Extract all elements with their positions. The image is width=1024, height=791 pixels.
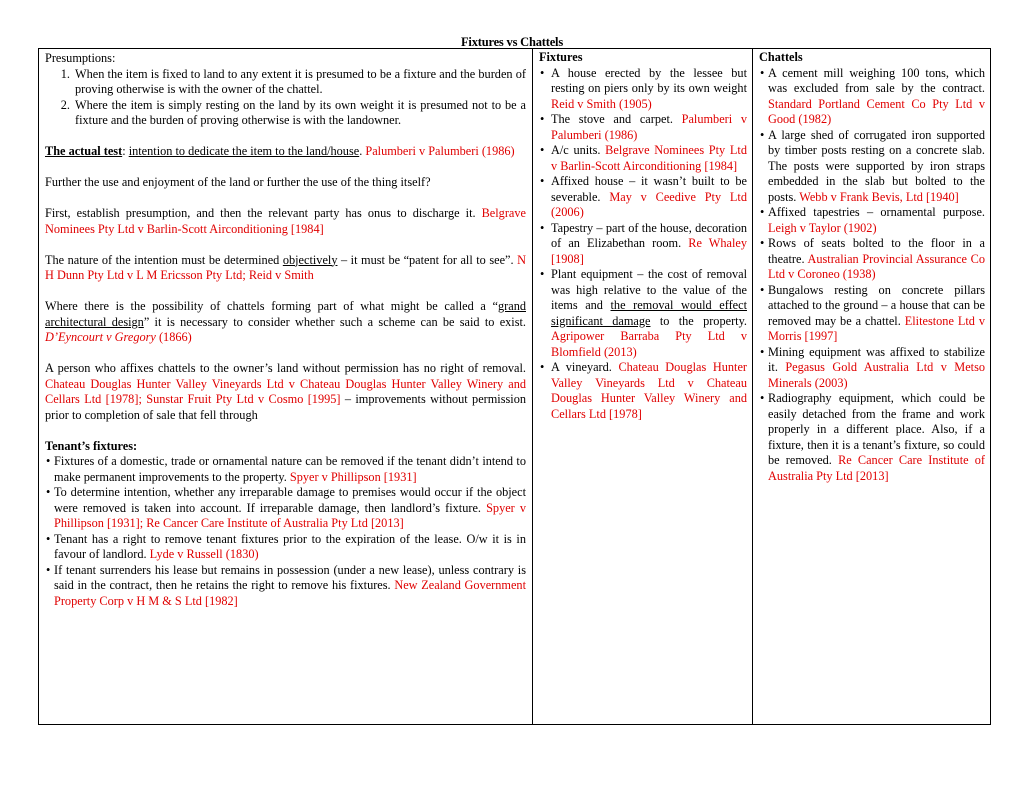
case-citation: Standard Portland Cement Co Pty Ltd v Good (1982) (768, 96, 985, 126)
design-paragraph: Where there is the possibility of chattels forming part of what might be called a “grand architectural design” it is necessary to consider whether such a scheme can be said to exist. D’Eyncourt v Gregory (1866) (45, 299, 526, 344)
list-item: • Mining equipment was affixed to stabilize it. Pegasus Gold Australia Ltd v Metso Minerals (2003) (768, 345, 985, 392)
list-item: • Affixed house – it wasn’t built to be severable. May v Ceedive Pty Ltd (2006) (551, 174, 747, 221)
case-citation: New Zealand Government Property Corp v H M & S Ltd [1982] (54, 578, 527, 608)
case-citation: Belgrave Nominees Pty Ltd v Barlin-Scott Airconditioning [1984] (45, 206, 526, 236)
list-item: • A vineyard. Chateau Douglas Hunter Valley Vineyards Ltd v Chateau Douglas Hunter Valley Winery and Cellars Ltd [1978] (551, 360, 747, 422)
list-item: • Bungalows resting on concrete pillars attached to the ground – a house that can be removed may be a chattel. Elitestone Ltd v Morris [1997] (768, 283, 985, 345)
fixtures-list (539, 66, 747, 423)
case-citation: Elitestone Ltd v Morris [1997] (768, 313, 985, 343)
list-item: • Affixed tapestries – ornamental purpose. Leigh v Taylor (1902) (768, 205, 985, 236)
presumption-item: 1. When the item is fixed to land to any extent it is presumed to be a fixture and the burden of proving otherwise is with the owner of the chattel. (73, 67, 526, 98)
list-item: • A cement mill weighing 100 tons, which was excluded from sale by the contract. Standard Portland Cement Co Pty Ltd v Good (1982) (768, 66, 985, 128)
case-citation: N H Dunn Pty Ltd v L M Ericsson Pty Ltd (45, 252, 526, 282)
presumptions-list (45, 67, 526, 129)
case-citation: Re Cancer Care Institute of Australia Pty Ltd [2013] (768, 453, 985, 483)
presumptions-heading: Presumptions: (45, 51, 116, 65)
list-item: • Plant equipment – the cost of removal was high relative to the value of the items and the removal would effect significant damage to the property. Agripower Barraba Pty Ltd v Blomfield (2013) (551, 267, 747, 360)
case-citation: Belgrave Nominees Pty Ltd v Barlin-Scott Airconditioning [1984] (551, 143, 747, 173)
actual-test-label: The actual test (45, 144, 123, 158)
page-title: Fixtures vs Chattels (460, 35, 563, 49)
chattels-column (753, 49, 990, 724)
list-item: • To determine intention, whether any irreparable damage to premises would occur if the object were removed is taken into account. If irreparable damage, then landlord’s fixture. Spyer v Phillipson [1931]; Re Cancer Care Institute of Australia Pty Ltd [2013] (54, 485, 526, 532)
actual-test-definition: intention to dedicate the item to the land/house (128, 144, 360, 158)
list-item: • The stove and carpet. Palumberi v Palumberi (1986) (551, 112, 747, 143)
case-citation: Palumberi v Palumberi (1986) (365, 144, 515, 158)
case-citation: Sunstar Fruit Pty Ltd v Cosmo [1995] (146, 392, 341, 406)
chattels-list (759, 66, 985, 485)
case-citation: Chateau Douglas Hunter Valley Vineyards Ltd v Chateau Douglas Hunter Valley Winery and Cellars Ltd [1978] (45, 376, 526, 406)
list-item: • Radiography equipment, which could be easily detached from the frame and work properly in a different place. Also, if a fixture, then it is a tenant’s fixture, so could be removed. Re Cancer Care Institute of Australia Pty Ltd [2013] (768, 391, 985, 484)
case-citation: Pegasus Gold Australia Ltd v Metso Minerals (2003) (768, 360, 985, 390)
tenant-fixtures-heading: Tenant’s fixtures: (45, 438, 138, 453)
fixtures-column (533, 49, 753, 724)
removal-paragraph: A person who affixes chattels to the owner’s land without permission has no right of removal. Chateau Douglas Hunter Valley Vineyards Ltd v Chateau Douglas Hunter Valley Winery and Cellars Ltd [1978]; Sunstar Fruit Pty Ltd v Cosmo [1995] – improvements without permission prior to completion of sale that fell through (45, 361, 527, 422)
list-item: • Tapestry – part of the house, decoration of an Elizabethan room. Re Whaley [1908] (551, 221, 747, 268)
nature-paragraph: The nature of the intention must be determined objectively – it must be “patent for all to see”. N H Dunn Pty Ltd v L M Ericsson Pty Ltd; Reid v Smith (45, 252, 526, 282)
case-citation: D’Eyncourt v Gregory (45, 330, 156, 344)
case-citation: Lyde v Russell (1830) (149, 547, 259, 561)
case-citation: Spyer v Phillipson [1931] (289, 469, 417, 484)
case-citation: May v Ceedive Pty Ltd (2006) (551, 189, 747, 219)
list-item: • A house erected by the lessee but resting on piers only by its own weight Reid v Smith (1905) (551, 66, 747, 113)
list-item: • A large shed of corrugated iron supported by timber posts resting on a concrete slab. The posts were supported by iron straps embedded in the slab but bolted to the posts. Webb v Frank Bevis, Ltd [1940] (768, 128, 985, 206)
first-paragraph: First, establish presumption, and then the relevant party has onus to discharge it. Belgrave Nominees Pty Ltd v Barlin-Scott Airconditioning [1984] (45, 206, 526, 236)
list-item: • A/c units. Belgrave Nominees Pty Ltd v Barlin-Scott Airconditioning [1984] (551, 143, 747, 174)
case-citation: Webb v Frank Bevis, Ltd [1940] (799, 189, 959, 204)
actual-test-paragraph: The actual test: intention to dedicate the item to the land/house. Palumberi v Palumberi (1986) (45, 144, 515, 158)
further-paragraph: Further the use and enjoyment of the land or further the use of the thing itself? (45, 175, 431, 189)
case-citation: Agripower Barraba Pty Ltd v Blomfield (2013) (551, 329, 747, 359)
list-item: • Rows of seats bolted to the floor in a theatre. Australian Provincial Assurance Co Ltd v Coroneo (1938) (768, 236, 985, 283)
list-item: • Fixtures of a domestic, trade or ornamental nature can be removed if the tenant didn’t intend to make permanent improvements to the property. Spyer v Phillipson [1931] (54, 454, 526, 485)
case-citation: Palumberi v Palumberi (1986) (551, 112, 747, 142)
case-citation: Leigh v Taylor (1902) (768, 220, 877, 235)
list-item: • If tenant surrenders his lease but remains in possession (under a new lease), unless contrary is said in the contract, then he retains the right to remove his fixtures. New Zealand Government Property Corp v H M & S Ltd [1982] (54, 563, 526, 610)
case-citation: Re Whaley [1908] (551, 236, 748, 266)
tenant-fixtures-list (45, 454, 526, 609)
fixtures-heading: Fixtures (539, 50, 583, 64)
case-citation: Chateau Douglas Hunter Valley Vineyards Ltd v Chateau Douglas Hunter Valley Winery and Cellars Ltd [1978] (551, 360, 747, 421)
case-citation: Reid v Smith (248, 268, 314, 282)
fixtures-chattels-table (38, 48, 991, 725)
case-citation: Australian Provincial Assurance Co Ltd v Coroneo (1938) (768, 251, 985, 281)
case-citation: Spyer v Phillipson [1931]; Re Cancer Care Institute of Australia Pty Ltd [2013] (54, 500, 526, 530)
chattels-heading: Chattels (759, 50, 803, 64)
list-item: • Tenant has a right to remove tenant fixtures prior to the expiration of the lease. O/w it is in favour of landlord. Lyde v Russell (1830) (54, 532, 526, 563)
presumption-item: 2. Where the item is simply resting on the land by its own weight it is presumed not to be a fixture and the burden of proving otherwise is with the landowner. (73, 98, 526, 129)
case-citation: Reid v Smith (1905) (551, 96, 652, 111)
principles-column (39, 49, 533, 724)
